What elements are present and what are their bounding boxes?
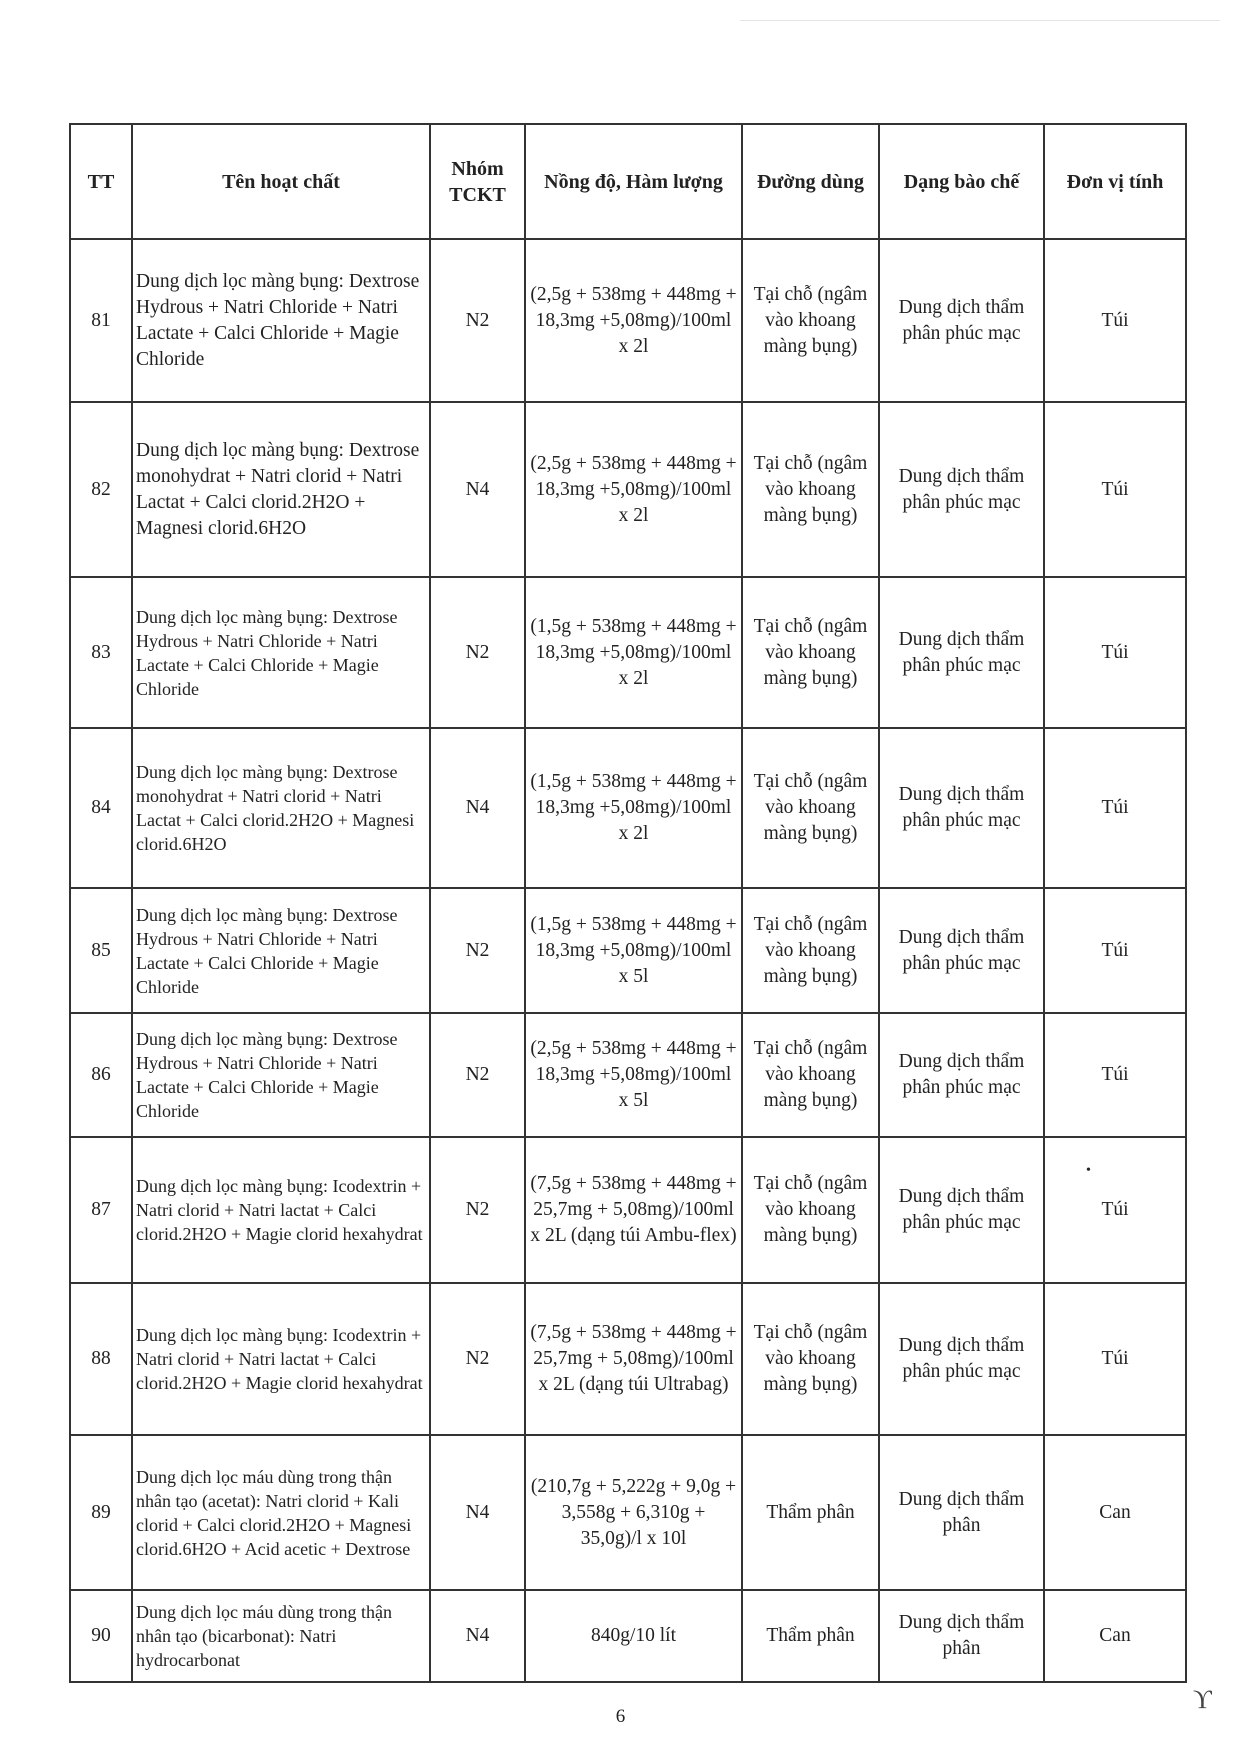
cell-dosage-form: Dung dịch thẩm phân phúc mạc: [879, 577, 1044, 728]
header-form: Dạng bào chế: [879, 124, 1044, 239]
cell-route: Tại chỗ (ngâm vào khoang màng bụng): [742, 728, 879, 888]
cell-concentration: (2,5g + 538mg + 448mg + 18,3mg +5,08mg)/100ml x 5l: [525, 1013, 742, 1137]
cell-unit: Túi: [1044, 1137, 1186, 1283]
cell-row-number: 81: [70, 239, 132, 402]
page-number: 6: [615, 1706, 626, 1727]
table-row: [70, 1435, 1186, 1590]
cell-route: Tại chỗ (ngâm vào khoang màng bụng): [742, 402, 879, 577]
cell-route: Thẩm phân: [742, 1590, 879, 1682]
table-row: [70, 888, 1186, 1013]
cell-group: N2: [430, 577, 525, 728]
cell-row-number: 84: [70, 728, 132, 888]
cell-row-number: 88: [70, 1283, 132, 1435]
cell-route: Thẩm phân: [742, 1435, 879, 1590]
cell-row-number: 87: [70, 1137, 132, 1283]
cell-route: Tại chỗ (ngâm vào khoang màng bụng): [742, 577, 879, 728]
drug-table: [69, 123, 1187, 1683]
cell-concentration: (2,5g + 538mg + 448mg + 18,3mg +5,08mg)/100ml x 2l: [525, 402, 742, 577]
header-route: Đường dùng: [742, 124, 879, 239]
cell-unit: Túi: [1044, 1013, 1186, 1137]
cell-dosage-form: Dung dịch thẩm phân phúc mạc: [879, 239, 1044, 402]
cell-group: N2: [430, 1013, 525, 1137]
cell-route: Tại chỗ (ngâm vào khoang màng bụng): [742, 239, 879, 402]
cell-concentration: 840g/10 lít: [525, 1590, 742, 1682]
table-row: [70, 1137, 1186, 1283]
table-header-row: [70, 124, 1186, 239]
cell-unit: Can: [1044, 1435, 1186, 1590]
cell-route: Tại chỗ (ngâm vào khoang màng bụng): [742, 888, 879, 1013]
cell-group: N2: [430, 1137, 525, 1283]
cell-concentration: (1,5g + 538mg + 448mg + 18,3mg +5,08mg)/100ml x 2l: [525, 577, 742, 728]
cell-concentration: (1,5g + 538mg + 448mg + 18,3mg +5,08mg)/100ml x 5l: [525, 888, 742, 1013]
cell-group: N4: [430, 1435, 525, 1590]
cell-route: Tại chỗ (ngâm vào khoang màng bụng): [742, 1013, 879, 1137]
cell-dosage-form: Dung dịch thẩm phân phúc mạc: [879, 402, 1044, 577]
scan-artifact-line: [740, 20, 1220, 21]
cell-group: N2: [430, 888, 525, 1013]
cell-active-ingredient: Dung dịch lọc màng bụng: Icodextrin + Natri clorid + Natri lactat + Calci clorid.2H2O + Magie clorid hexahydrat: [132, 1137, 430, 1283]
cell-row-number: 89: [70, 1435, 132, 1590]
cell-group: N4: [430, 1590, 525, 1682]
cell-unit: Túi: [1044, 239, 1186, 402]
cell-group: N2: [430, 239, 525, 402]
cell-unit: Túi: [1044, 402, 1186, 577]
cell-active-ingredient: Dung dịch lọc máu dùng trong thận nhân tạo (acetat): Natri clorid + Kali clorid + Calci clorid.2H2O + Magnesi clorid.6H2O + Acid acetic + Dextrose: [132, 1435, 430, 1590]
cell-group: N4: [430, 728, 525, 888]
cell-active-ingredient: Dung dịch lọc màng bụng: Dextrose monohydrat + Natri clorid + Natri Lactat + Calci clorid.2H2O + Magnesi clorid.6H2O: [132, 402, 430, 577]
cell-concentration: (210,7g + 5,222g + 9,0g + 3,558g + 6,310g + 35,0g)/l x 10l: [525, 1435, 742, 1590]
cell-active-ingredient: Dung dịch lọc màng bụng: Dextrose Hydrous + Natri Chloride + Natri Lactate + Calci Chloride + Magie Chloride: [132, 577, 430, 728]
cell-dosage-form: Dung dịch thẩm phân phúc mạc: [879, 1137, 1044, 1283]
cell-row-number: 85: [70, 888, 132, 1013]
table-row: [70, 577, 1186, 728]
cell-group: N2: [430, 1283, 525, 1435]
cell-unit: Túi: [1044, 577, 1186, 728]
table-row: [70, 1013, 1186, 1137]
cell-row-number: 83: [70, 577, 132, 728]
cell-row-number: 86: [70, 1013, 132, 1137]
header-conc: Nồng độ, Hàm lượng: [525, 124, 742, 239]
cell-unit: Túi: [1044, 888, 1186, 1013]
scan-dot: •: [1086, 1163, 1091, 1178]
cell-active-ingredient: Dung dịch lọc màng bụng: Dextrose Hydrous + Natri Chloride + Natri Lactate + Calci Chloride + Magie Chloride: [132, 1013, 430, 1137]
initial-mark-icon: ϒ: [1193, 1685, 1212, 1714]
cell-concentration: (7,5g + 538mg + 448mg + 25,7mg + 5,08mg)/100ml x 2L (dạng túi Ambu-flex): [525, 1137, 742, 1283]
cell-concentration: (1,5g + 538mg + 448mg + 18,3mg +5,08mg)/100ml x 2l: [525, 728, 742, 888]
table-row: [70, 239, 1186, 402]
cell-unit: Can: [1044, 1590, 1186, 1682]
table-row: [70, 728, 1186, 888]
table-row: [70, 1283, 1186, 1435]
table-row: [70, 402, 1186, 577]
header-unit: Đơn vị tính: [1044, 124, 1186, 239]
header-name: Tên hoạt chất: [132, 124, 430, 239]
header-group: Nhóm TCKT: [430, 124, 525, 239]
cell-row-number: 82: [70, 402, 132, 577]
cell-dosage-form: Dung dịch thẩm phân phúc mạc: [879, 728, 1044, 888]
cell-active-ingredient: Dung dịch lọc màng bụng: Dextrose Hydrous + Natri Chloride + Natri Lactate + Calci Chloride + Magie Chloride: [132, 239, 430, 402]
cell-active-ingredient: Dung dịch lọc màng bụng: Dextrose Hydrous + Natri Chloride + Natri Lactate + Calci Chloride + Magie Chloride: [132, 888, 430, 1013]
cell-group: N4: [430, 402, 525, 577]
cell-active-ingredient: Dung dịch lọc màng bụng: Icodextrin + Natri clorid + Natri lactat + Calci clorid.2H2O + Magie clorid hexahydrat: [132, 1283, 430, 1435]
table-row: [70, 1590, 1186, 1682]
cell-active-ingredient: Dung dịch lọc máu dùng trong thận nhân tạo (bicarbonat): Natri hydrocarbonat: [132, 1590, 430, 1682]
cell-active-ingredient: Dung dịch lọc màng bụng: Dextrose monohydrat + Natri clorid + Natri Lactat + Calci clorid.2H2O + Magnesi clorid.6H2O: [132, 728, 430, 888]
cell-unit: Túi: [1044, 1283, 1186, 1435]
cell-route: Tại chỗ (ngâm vào khoang màng bụng): [742, 1283, 879, 1435]
cell-concentration: (7,5g + 538mg + 448mg + 25,7mg + 5,08mg)/100ml x 2L (dạng túi Ultrabag): [525, 1283, 742, 1435]
cell-dosage-form: Dung dịch thẩm phân: [879, 1590, 1044, 1682]
cell-unit: Túi: [1044, 728, 1186, 888]
cell-row-number: 90: [70, 1590, 132, 1682]
cell-route: Tại chỗ (ngâm vào khoang màng bụng): [742, 1137, 879, 1283]
cell-dosage-form: Dung dịch thẩm phân phúc mạc: [879, 1013, 1044, 1137]
cell-dosage-form: Dung dịch thẩm phân: [879, 1435, 1044, 1590]
header-tt: TT: [70, 124, 132, 239]
cell-dosage-form: Dung dịch thẩm phân phúc mạc: [879, 888, 1044, 1013]
cell-concentration: (2,5g + 538mg + 448mg + 18,3mg +5,08mg)/100ml x 2l: [525, 239, 742, 402]
cell-dosage-form: Dung dịch thẩm phân phúc mạc: [879, 1283, 1044, 1435]
